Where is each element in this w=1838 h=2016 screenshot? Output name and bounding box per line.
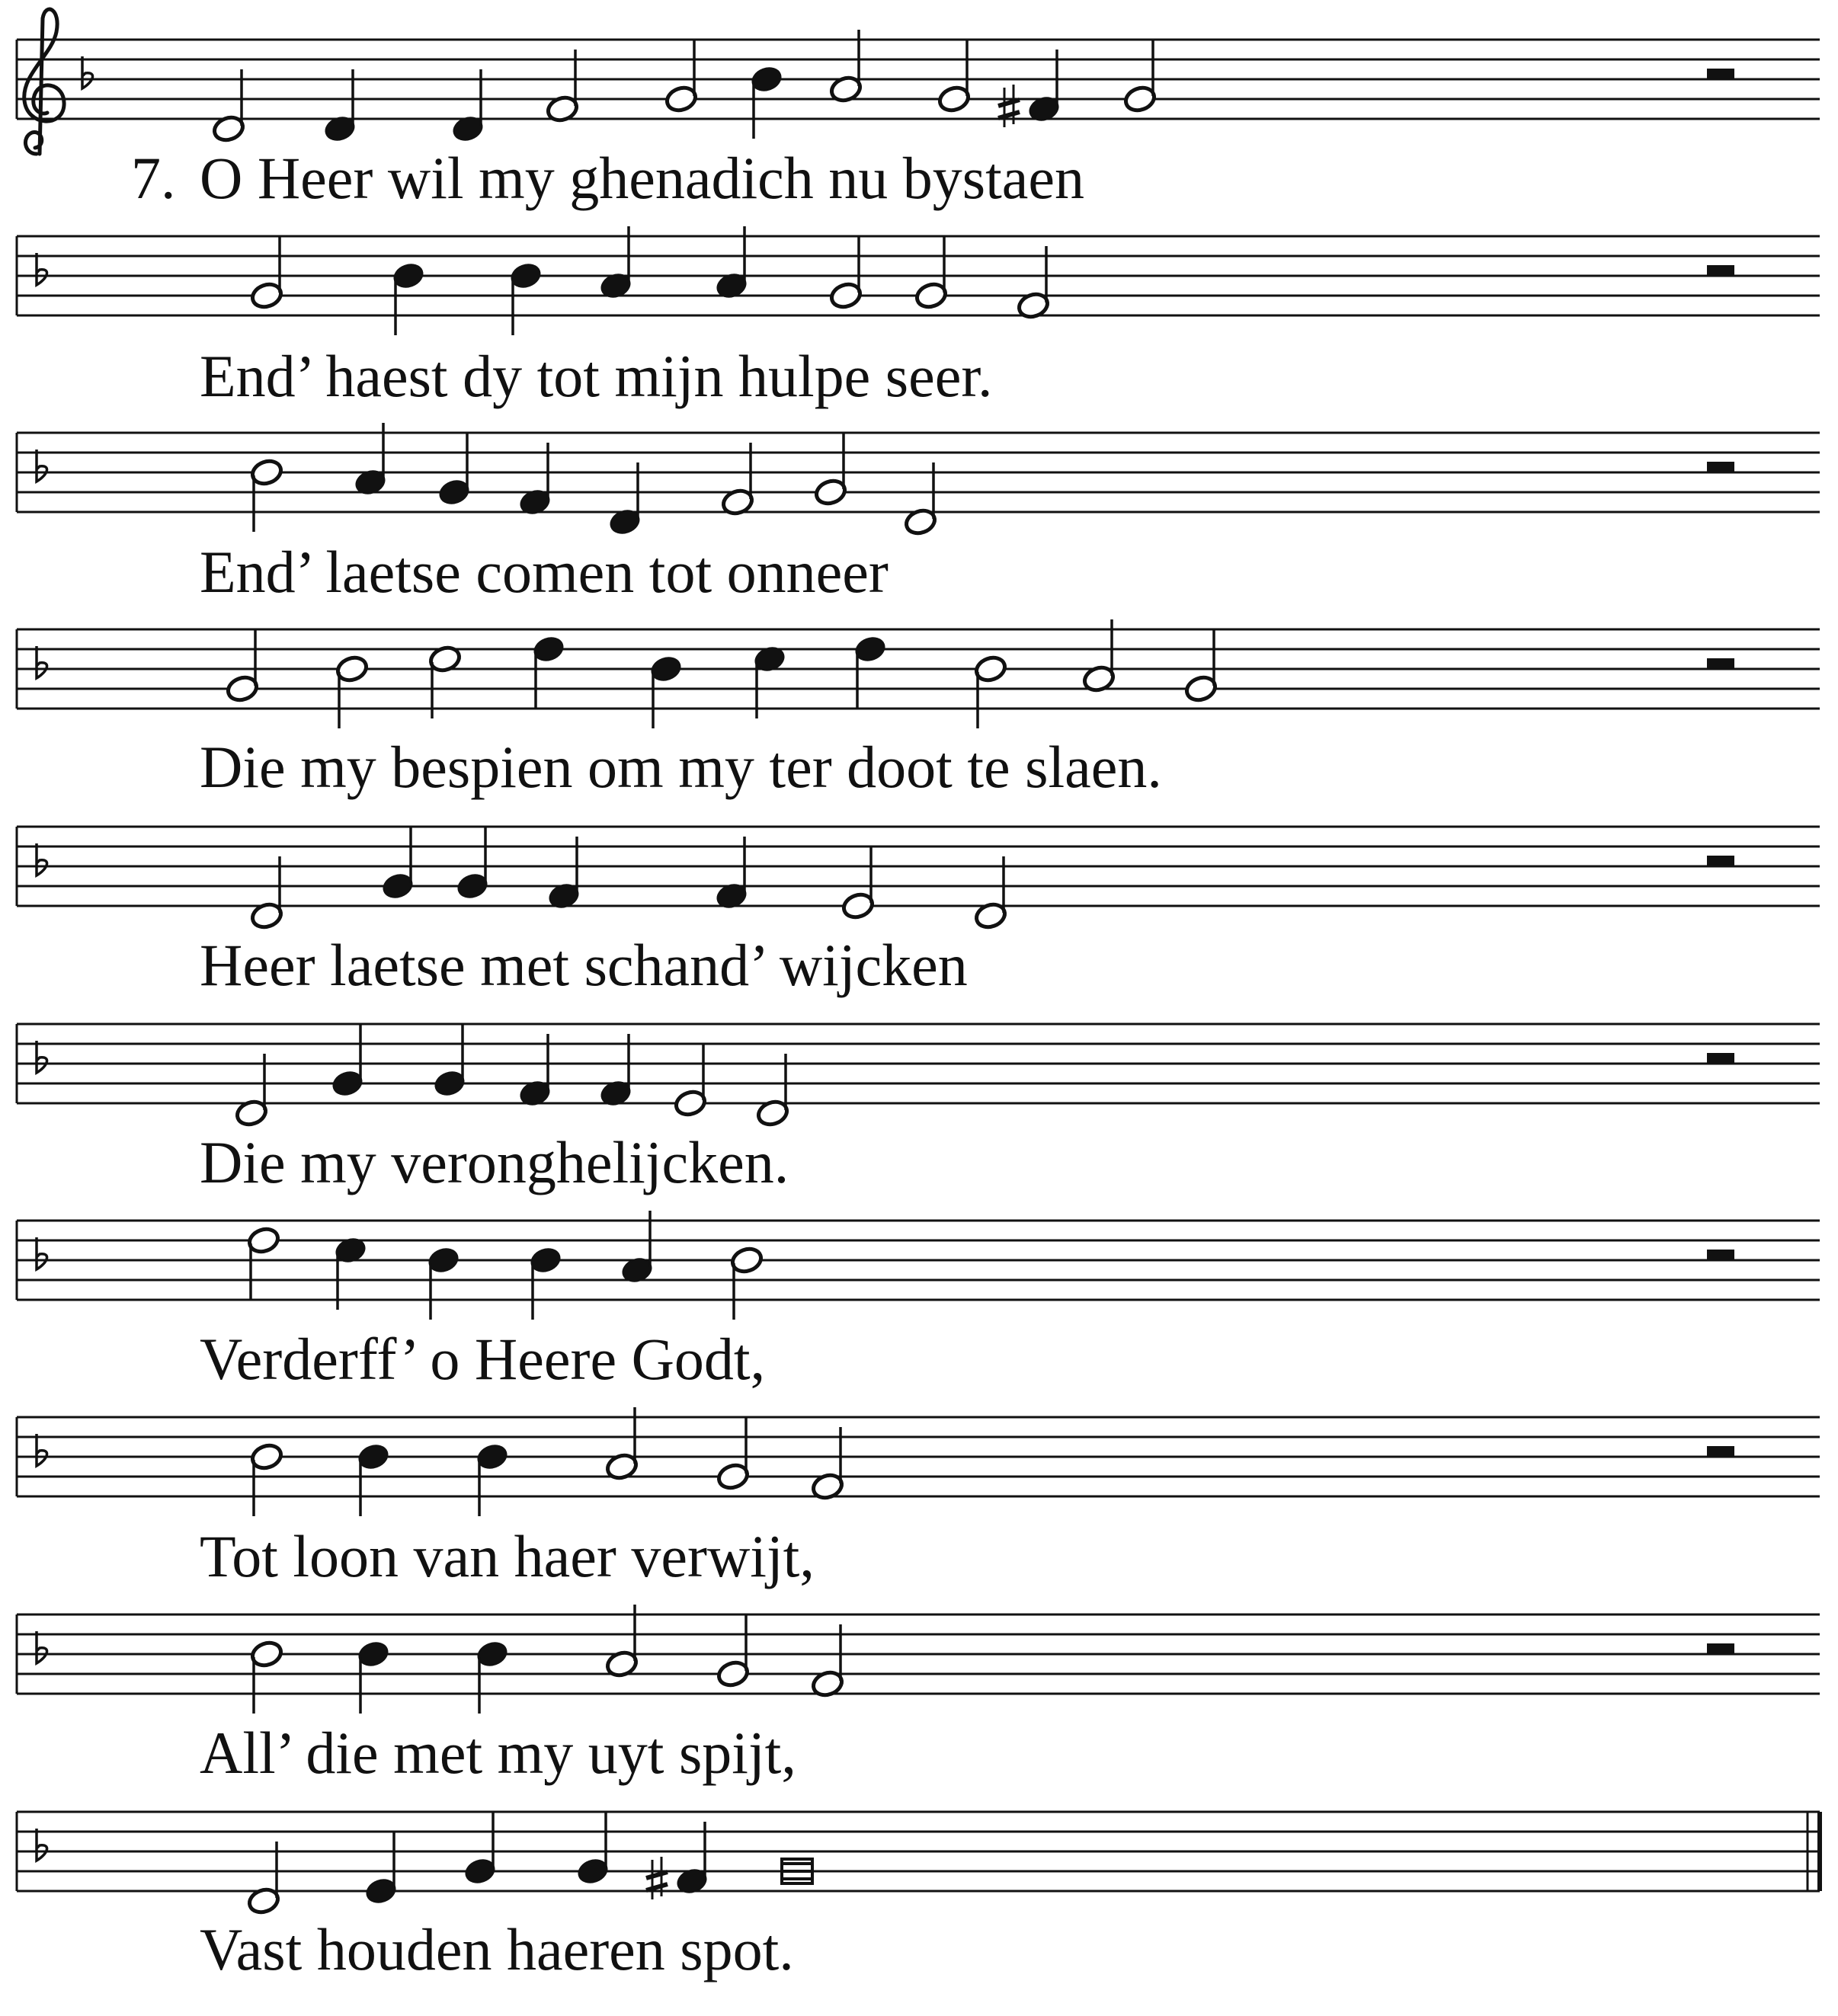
key-signature-flat: [37, 1041, 47, 1073]
half-rest: [1707, 1643, 1734, 1654]
half-rest: [1707, 265, 1734, 276]
verse-number: 7.: [131, 145, 176, 211]
lyric-line-7: Verderff’ o Heere Godt,: [200, 1326, 766, 1392]
half-rest: [1707, 1053, 1734, 1064]
key-signature-flat: [37, 450, 47, 482]
breve-note: [782, 1859, 812, 1883]
key-signature-flat: [37, 1829, 47, 1861]
key-signature-flat: [37, 1434, 47, 1466]
key-signature-flat: [37, 646, 47, 678]
lyric-line-3: End’ laetse comen tot onneer: [200, 539, 889, 605]
lyric-line-2: End’ haest dy tot mijn hulpe seer.: [200, 343, 993, 409]
half-rest: [1707, 1446, 1734, 1457]
lyric-line-1: O Heer wil my ghenadich nu bystaen: [200, 145, 1085, 211]
key-signature-flat: [82, 56, 93, 88]
key-signature-flat: [37, 1237, 47, 1269]
half-rest: [1707, 462, 1734, 472]
half-rest: [1707, 658, 1734, 669]
half-rest: [1707, 1250, 1734, 1260]
lyric-line-4: Die my bespien om my ter doot te slaen.: [200, 734, 1162, 800]
key-signature-flat: [37, 843, 47, 875]
lyric-line-8: Tot loon van haer verwijt,: [200, 1523, 815, 1589]
lyric-line-9: All’ die met my uyt spijt,: [200, 1720, 796, 1786]
lyric-line-10: Vast houden haeren spot.: [200, 1916, 794, 1982]
half-rest: [1707, 69, 1734, 79]
key-signature-flat: [37, 1631, 47, 1663]
lyric-line-6: Die my veronghelijcken.: [200, 1129, 789, 1195]
sharp-accidental: [998, 85, 1020, 127]
treble-clef: [24, 9, 64, 154]
half-rest: [1707, 856, 1734, 866]
sharp-accidental: [646, 1857, 668, 1899]
lyric-line-5: Heer laetse met schand’ wijcken: [200, 932, 968, 998]
key-signature-flat: [37, 253, 47, 285]
